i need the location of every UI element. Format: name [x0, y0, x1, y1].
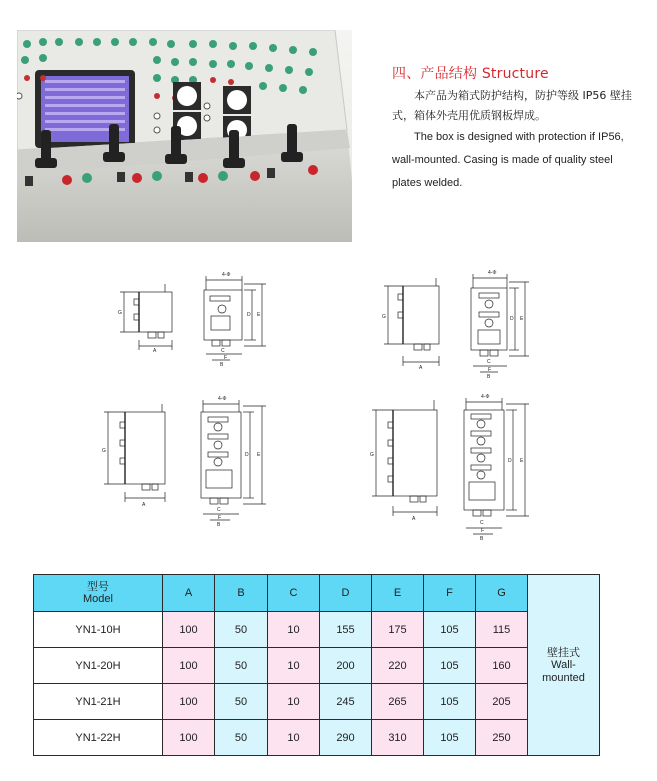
label-g-3: G: [102, 448, 106, 454]
description-english: The box is designed with protection if IP56, wall-mounted. Casing is made of quality steel plates welded.: [392, 131, 624, 189]
table-row: [34, 720, 600, 756]
header-model: [34, 575, 163, 612]
value-cell-e: 220: [372, 648, 424, 684]
table-row: [34, 684, 600, 720]
label-c-4: C: [480, 520, 484, 526]
header-col-e: E: [372, 575, 424, 612]
label-a-3: A: [142, 502, 146, 508]
label-e-2: E: [520, 316, 524, 322]
label-g-2: G: [382, 314, 386, 320]
drawing-front-20h: [471, 274, 529, 372]
description-chinese: 本产品为箱式防护结构，防护等级 IP56 壁挂式，箱体外壳用优质钢板焊成。: [392, 89, 632, 122]
model-cell: YN1-10H: [34, 612, 163, 648]
label-d-4: D: [508, 458, 512, 464]
value-cell-e: 175: [372, 612, 424, 648]
label-e-4: E: [520, 458, 524, 464]
value-cell-a: 100: [163, 648, 215, 684]
model-cell: YN1-22H: [34, 720, 163, 756]
label-f-1: F: [224, 355, 228, 361]
value-cell-b: 50: [215, 648, 268, 684]
drawing-front-10h: [204, 276, 266, 360]
value-cell-e: 265: [372, 684, 424, 720]
mount-type-cn: 壁挂式: [547, 645, 580, 659]
mount-type-en: Wall-mounted: [542, 658, 585, 684]
spec-table: [33, 574, 600, 756]
label-f-3: F: [218, 515, 222, 521]
label-d-1: D: [247, 312, 251, 318]
label-b-2: B: [487, 374, 491, 380]
label-e-1: E: [257, 312, 261, 318]
drawing-side-22h: [372, 400, 437, 516]
label-d-2: D: [510, 316, 514, 322]
header-model-en: Model: [83, 593, 113, 605]
header-col-g: G: [476, 575, 528, 612]
header-col-c: C: [268, 575, 320, 612]
label-d-3: D: [245, 452, 249, 458]
label-b-3: B: [217, 522, 221, 528]
table-row: [34, 612, 600, 648]
label-a-2: A: [419, 365, 423, 371]
table-row: [34, 648, 600, 684]
value-cell-c: 10: [268, 612, 320, 648]
header-col-f: F: [424, 575, 476, 612]
label-c-2: C: [487, 359, 491, 365]
label-f-2: F: [488, 367, 492, 373]
drawing-side-10h: [120, 284, 172, 350]
drawing-front-22h: [464, 398, 529, 534]
model-cell: YN1-21H: [34, 684, 163, 720]
value-cell-d: 245: [320, 684, 372, 720]
value-cell-b: 50: [215, 684, 268, 720]
label-c-3: C: [217, 507, 221, 513]
model-cell: YN1-20H: [34, 648, 163, 684]
value-cell-f: 105: [424, 648, 476, 684]
drawing-side-20h: [384, 278, 439, 366]
value-cell-b: 50: [215, 612, 268, 648]
value-cell-d: 200: [320, 648, 372, 684]
label-dim-1: 4-Φ: [222, 272, 231, 278]
header-col-d: D: [320, 575, 372, 612]
value-cell-a: 100: [163, 684, 215, 720]
label-b-4: B: [480, 536, 484, 542]
value-cell-b: 50: [215, 720, 268, 756]
value-cell-a: 100: [163, 612, 215, 648]
drawing-side-21h: [104, 404, 165, 502]
label-e-3: E: [257, 452, 261, 458]
value-cell-f: 105: [424, 612, 476, 648]
dimension-drawings: [0, 262, 657, 562]
label-b-1: B: [220, 362, 224, 368]
label-f-4: F: [481, 528, 485, 534]
value-cell-g: 115: [476, 612, 528, 648]
label-a-1: A: [153, 348, 157, 354]
label-dim-2: 4-Φ: [488, 270, 497, 276]
value-cell-e: 310: [372, 720, 424, 756]
value-cell-d: 155: [320, 612, 372, 648]
table-header-row: [34, 575, 600, 612]
label-g-4: G: [370, 452, 374, 458]
label-dim-3: 4-Φ: [218, 396, 227, 402]
drawing-front-21h: [201, 400, 266, 520]
section-title: 四、产品结构 Structure: [392, 66, 549, 82]
value-cell-f: 105: [424, 720, 476, 756]
label-dim-4: 4-Φ: [481, 394, 490, 400]
value-cell-c: 10: [268, 648, 320, 684]
value-cell-f: 105: [424, 684, 476, 720]
header-col-b: B: [215, 575, 268, 612]
value-cell-g: 205: [476, 684, 528, 720]
label-a-4: A: [412, 516, 416, 522]
control-console-photo: [17, 30, 352, 242]
label-c-1: C: [221, 348, 225, 354]
value-cell-d: 290: [320, 720, 372, 756]
header-model-cn: 型号: [87, 580, 109, 593]
value-cell-c: 10: [268, 684, 320, 720]
value-cell-c: 10: [268, 720, 320, 756]
mount-type-cell: [528, 575, 600, 756]
value-cell-g: 160: [476, 648, 528, 684]
value-cell-g: 250: [476, 720, 528, 756]
label-g-1: G: [118, 310, 122, 316]
header-col-a: A: [163, 575, 215, 612]
value-cell-a: 100: [163, 720, 215, 756]
